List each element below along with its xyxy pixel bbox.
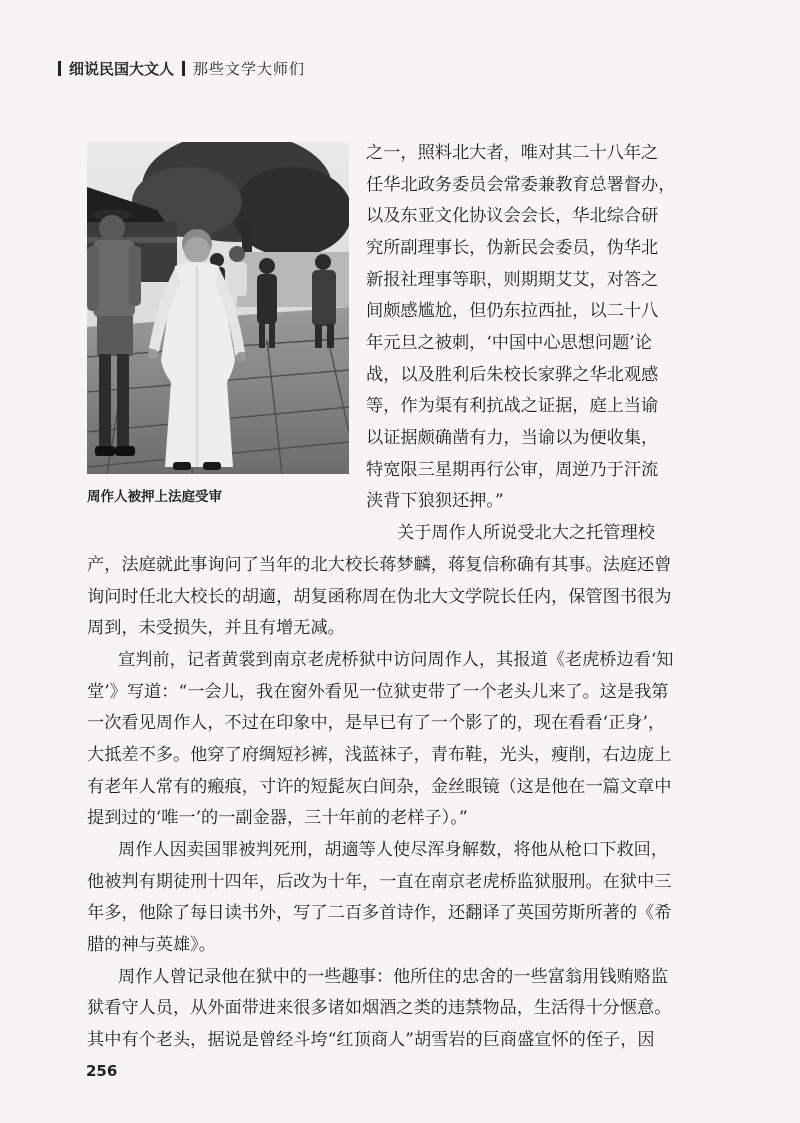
paragraph-line: 腊的神与英雄》。 [87,935,216,955]
column-text-line: 究所副理事长，伪新民会委员，伪华北 [366,238,659,258]
column-text-line: 以及东亚文化协议会会长，华北综合研 [366,206,659,226]
column-text-line: 以证据颇确凿有力，当谕以为便收集， [366,428,659,448]
header-bar [58,61,61,76]
book-title: 细说民国大文人 [69,60,175,78]
paragraph-line: 一次看见周作人，不过在印象中，是早已有了一个影了的，现在看看‘正身’， [87,713,666,733]
header-bar [182,61,185,76]
column-text-line: 特宽限三星期再行公审，周逆乃于汗流 [366,460,659,480]
column-text-line: 年元旦之被刺，‘中国中心思想问题’论 [366,333,652,353]
paragraph-line: 周到，未受损失，并且有增无减。 [87,618,345,638]
section-title: 那些文学大师们 [193,60,306,78]
paragraph-line: 产，法庭就此事询问了当年的北大校长蒋梦麟，蒋复信称确有其事。法庭还曾 [87,555,672,575]
paragraph-line: 堂’》写道：“一会儿，我在窗外看见一位狱吏带了一个老头儿来了。这是我第 [87,682,669,702]
column-text-line: 之一，照料北大者，唯对其二十八年之 [366,143,659,163]
column-text-line: 战，以及胜利后朱校长家骅之华北观感 [366,365,659,385]
paragraph-line: 周作人曾记录他在狱中的一些趣事：他所住的忠舍的一些富翁用钱贿赂监 [118,967,669,987]
paragraph-line: 周作人因卖国罪被判死刑，胡適等人使尽浑身解数，将他从枪口下救回， [118,840,669,860]
column-text-line: 新报社理事等职，则期期艾艾，对答之 [366,270,659,290]
paragraph-line: 关于周作人所说受北大之托管理校 [397,523,655,543]
column-text-line: 浃背下狼狈还押。” [366,491,504,511]
column-text-line: 间颇感尴尬，但仍东拉西扯，以二十八 [366,301,659,321]
paragraph-line: 大抵差不多。他穿了府绸短衫裤，浅蓝袜子，青布鞋，光头，瘦削，右边庞上 [87,745,672,765]
running-header [58,58,305,79]
paragraph-line: 年多，他除了每日读书外，写了二百多首诗作，还翻译了英国劳斯所著的《希 [87,903,672,923]
photo-caption: 周作人被押上法庭受审 [87,489,222,505]
page-number: 256 [86,1062,118,1080]
column-text-line: 等，作为渠有利抗战之证据，庭上当谕 [366,396,659,416]
paragraph-line: 宣判前，记者黄裳到南京老虎桥狱中访问周作人，其报道《老虎桥边看‘知 [118,650,674,670]
photo-illustration [87,142,349,474]
column-text-line: 任华北政务委员会常委兼教育总署督办， [366,175,676,195]
courtroom-photo [87,142,349,474]
paragraph-line: 有老年人常有的瘢痕，寸许的短髭灰白间杂，金丝眼镜（这是他在一篇文章中 [87,777,672,797]
paragraph-line: 狱看守人员，从外面带进来很多诸如烟酒之类的违禁物品，生活得十分惬意。 [87,998,672,1018]
paragraph-line: 他被判有期徒刑十四年，后改为十年，一直在南京老虎桥监狱服刑。在狱中三 [87,872,672,892]
paragraph-line: 提到过的‘唯一’的一副金器，三十年前的老样子）。” [87,808,468,828]
paragraph-line: 询问时任北大校长的胡適，胡复函称周在伪北大文学院长任内，保管图书很为 [87,587,672,607]
paragraph-line: 其中有个老头，据说是曾经斗垮“红顶商人”胡雪岩的巨商盛宣怀的侄子，因 [87,1030,655,1050]
